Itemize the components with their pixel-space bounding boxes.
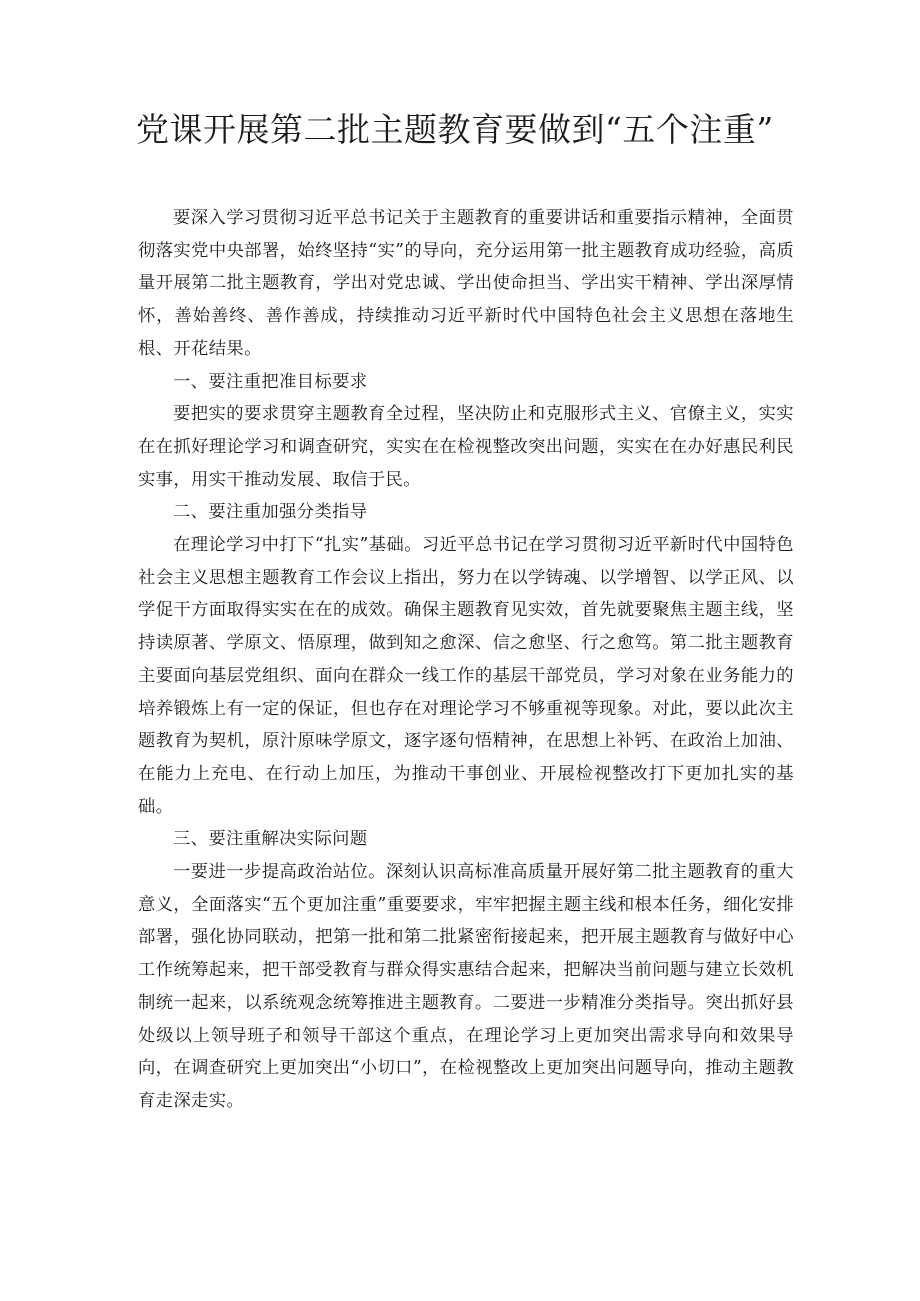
document-title: 党课开展第二批主题教育要做到“五个注重” bbox=[136, 110, 774, 149]
section-paragraph-1: 要把实的要求贯穿主题教育全过程，坚决防止和克服形式主义、官僚主义，实实在在抓好理论学习和调查研究，实实在在检视整改突出问题，实实在在办好惠民利民实事，用实干推动发展、取信于民。 bbox=[138, 404, 794, 490]
section-heading-2: 二、要注重加强分类指导 bbox=[173, 502, 368, 523]
section-heading-3: 三、要注重解决实际问题 bbox=[173, 829, 368, 850]
section-heading-1: 一、要注重把准目标要求 bbox=[173, 371, 368, 392]
section-paragraph-2: 在理论学习中打下“扎实”基础。习近平总书记在学习贯彻习近平新时代中国特色社会主义思想主题教育工作会议上指出，努力在以学铸魂、以学增智、以学正风、以学促干方面取得实实在在的成效。确保主题教育见实效，首先就要聚焦主题主线，坚持读原著、学原文、悟原理，做到知之愈深、信之愈坚、行之愈笃。第二批主题教育主要面向基层党组织、面向在群众一线工作的基层干部党员，学习对象在业务能力的培养锻炼上有一定的保证，但也存在对理论学习不够重视等现象。对此，要以此次主题教育为契机，原汁原味学原文，逐字逐句悟精神，在思想上补钙、在政治上加油、在能力上充电、在行动上加压，为推动干事创业、开展检视整改打下更加扎实的基础。 bbox=[138, 535, 794, 817]
intro-paragraph: 要深入学习贯彻习近平总书记关于主题教育的重要讲话和重要指示精神，全面贯彻落实党中央部署，始终坚持“实”的导向，充分运用第一批主题教育成功经验，高质量开展第二批主题教育，学出对党忠诚、学出使命担当、学出实干精神、学出深厚情怀，善始善终、善作善成，持续推动习近平新时代中国特色社会主义思想在落地生根、开花结果。 bbox=[138, 208, 794, 359]
document-body bbox=[138, 202, 794, 1118]
section-paragraph-3: 一要进一步提高政治站位。深刻认识高标准高质量开展好第二批主题教育的重大意义，全面落实“五个更加注重”重要要求，牢牢把握主题主线和根本任务，细化安排部署，强化协同联动，把第一批和第二批紧密衔接起来，把开展主题教育与做好中心工作统筹起来，把干部受教育与群众得实惠结合起来，把解决当前问题与建立长效机制统一起来，以系统观念统筹推进主题教育。二要进一步精准分类指导。突出抓好县处级以上领导班子和领导干部这个重点，在理论学习上更加突出需求导向和效果导向，在调查研究上更加突出“小切口”，在检视整改上更加突出问题导向，推动主题教育走深走实。 bbox=[138, 862, 794, 1111]
